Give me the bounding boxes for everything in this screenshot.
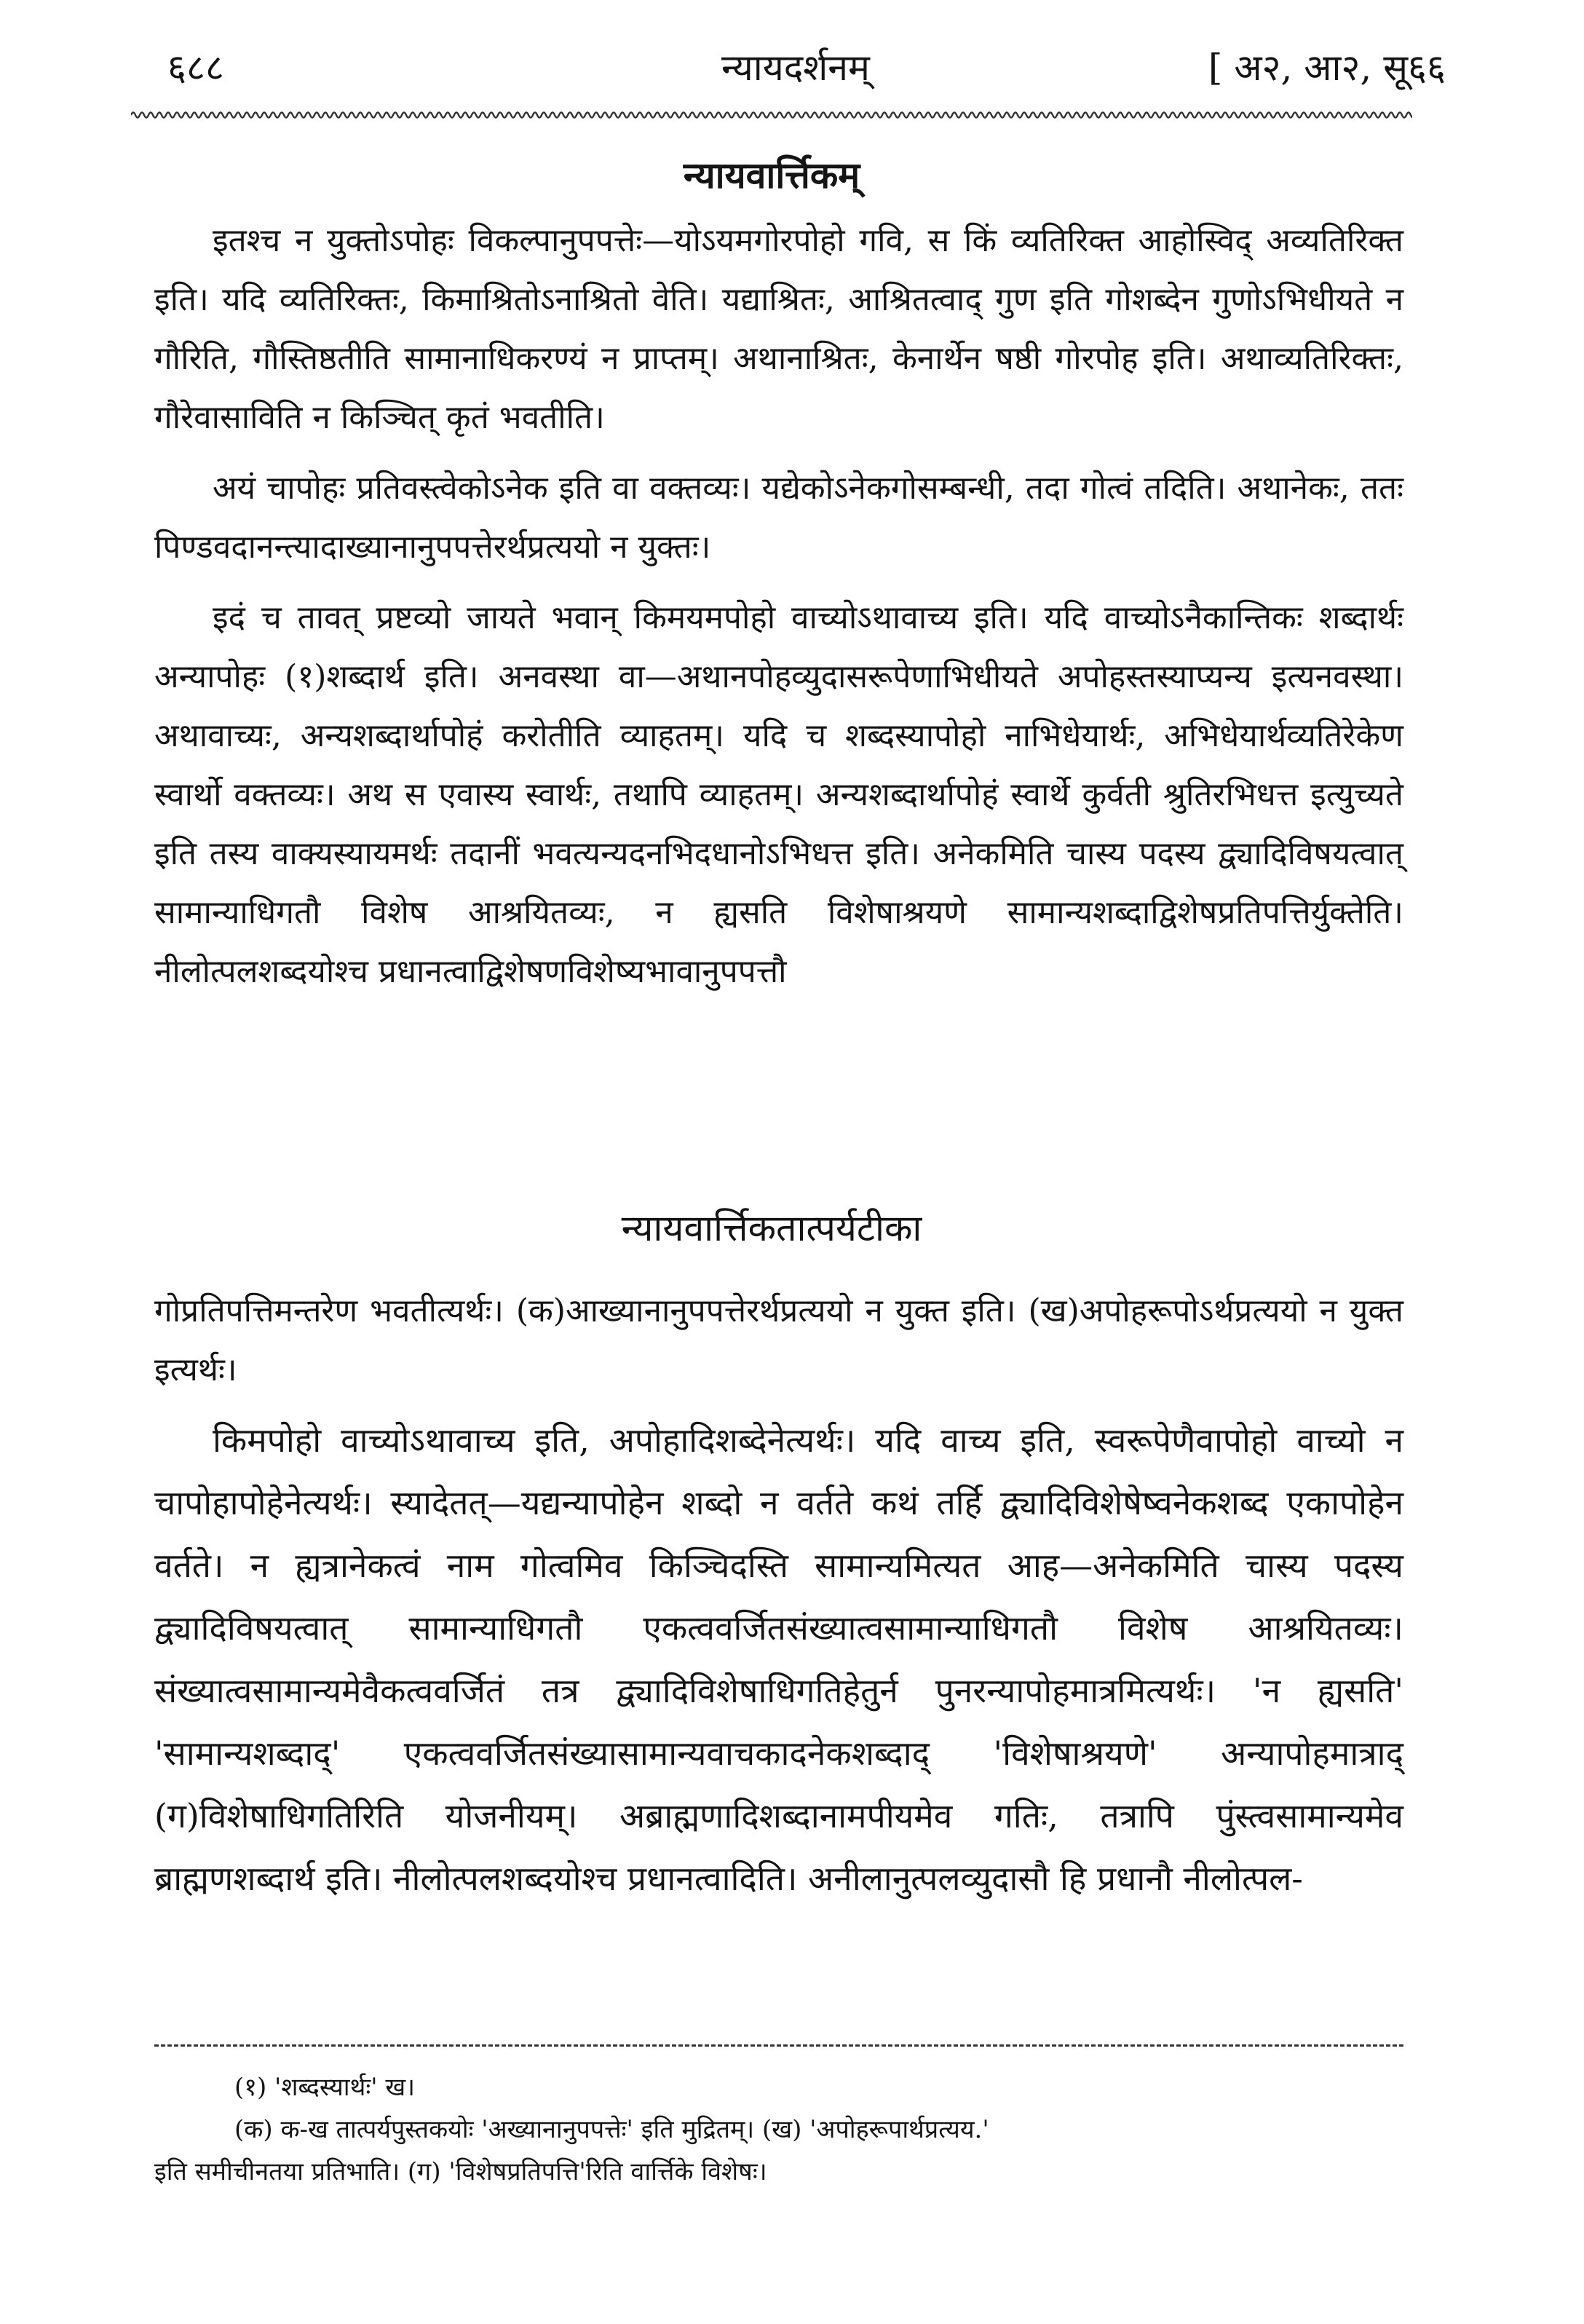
running-title: न्यायदर्शनम्: [721, 47, 870, 89]
tika-heading: न्यायवार्त्तिकतात्पर्यटीका: [621, 1207, 922, 1249]
header-wavy-rule: [131, 108, 1412, 122]
footnotes: [154, 2066, 1403, 2193]
tika-text: [154, 1409, 1403, 1910]
tika-continuation: गोप्रतिपत्तिमन्तरेण भवतीत्यर्थः। (क)आख्यानानुपपत्तेरर्थप्रत्ययो न युक्त इति। (ख)अपोहरूपोऽर्थप्रत्ययो न युक्त इत्यर्थः।: [154, 1292, 1403, 1388]
tika-paragraph: किमपोहो वाच्योऽथावाच्य इति, अपोहादिशब्देनेत्यर्थः। यदि वाच्य इति, स्वरूपेणैवापोहो वाच्यो न चापोहापोहेनेत्यर्थः। स्यादेतत्—यद्यन्यापोहेन शब्दो न वर्तते कथं तर्हि द्व्यादिविशेषेष्वनेकशब्द एकापोहेन वर्तते। न ह्यत्रानेकत्वं नाम गोत्वमिव किञ्चिदस्ति सामान्यमित्यत आह—अनेकमिति चास्य पदस्य द्व्यादिविषयत्वात् सामान्याधिगतौ एकत्ववर्जितसंख्यात्वसामान्याधिगतौ विशेष आश्रयितव्यः। संख्यात्वसामान्यमेवैकत्ववर्जितं तत्र द्व्यादिविशेषाधिगतिहेतुर्न पुनरन्यापोहमात्रमित्यर्थः। 'न ह्यसति' 'सामान्यशब्दाद्' एकत्ववर्जितसंख्यासामान्यवाचकादनेकशब्दाद् 'विशेषाश्रयणे' अन्यापोहमात्राद् (ग)विशेषाधिगतिरिति योजनीयम्। अब्राह्मणादिशब्दानामपीयमेव गतिः, तत्रापि पुंस्त्वसामान्यमेव ब्राह्मणशब्दार्थ इति। नीलोत्पलशब्दयोश्च प्रधानत्वादिति। अनीलानुत्पलव्युदासौ हि प्रधानौ नीलोत्पल-: [154, 1420, 1403, 1898]
footnote-3: इति समीचीनतया प्रतिभाति। (ग) 'विशेषप्रतिपत्ति'रिति वार्त्तिके विशेषः।: [154, 2157, 767, 2186]
vartika-text: [154, 211, 1403, 1013]
vartika-paragraph-3: इदं च तावत् प्रष्टव्यो जायते भवान् किमयमपोहो वाच्योऽथावाच्य इति। यदि वाच्योऽनैकान्तिकः शब्दार्थः अन्यापोहः (१)शब्दार्थ इति। अनवस्था वा—अथानपोहव्युदासरूपेणाभिधीयते अपोहस्तस्याप्यन्य इत्यनवस्था। अथावाच्यः, अन्यशब्दार्थापोहं करोतीति व्याहतम्। यदि च शब्दस्यापोहो नाभिधेयार्थः, अभिधेयार्थव्यतिरेकेण स्वार्थो वक्तव्यः। अथ स एवास्य स्वार्थः, तथापि व्याहतम्। अन्यशब्दार्थापोहं स्वार्थे कुर्वती श्रुतिरभिधत्त इत्युच्यते इति तस्य वाक्यस्यायमर्थः तदानीं भवत्यन्यदनभिदधानोऽभिधत्त इति। अनेकमिति चास्य पदस्य द्व्यादिविषयत्वात् सामान्याधिगतौ विशेष आश्रयितव्यः, न ह्यसति विशेषाश्रयणे सामान्यशब्दाद्विशेषप्रतिपत्तिर्युक्तेति। नीलोत्पलशब्दयोश्च प्रधानत्वाद्विशेषणविशेष्यभावानुपपत्तौ: [154, 599, 1403, 990]
tika-continuation-block: [154, 1281, 1403, 1410]
vartika-paragraph-2: अयं चापोहः प्रतिवस्त्वेकोऽनेक इति वा वक्तव्यः। यद्येकोऽनेकगोसम्बन्धी, तदा गोत्वं तदिति। अथानेकः, ततः पिण्डवदानन्त्यादाख्यानानुपपत्तेरर्थप्रत्ययो न युक्तः।: [154, 470, 1403, 566]
vartika-paragraph-1: इतश्च न युक्तोऽपोहः विकल्पानुपपत्तेः—योऽयमगोरपोहो गवि, स किं व्यतिरिक्त आहोस्विद् अव्यतिरिक्त इति। यदि व्यतिरिक्तः, किमाश्रितोऽनाश्रितो वेति। यद्याश्रितः, आश्रितत्वाद् गुण इति गोशब्देन गुणोऽभिधीयते न गौरिति, गौस्तिष्ठतीति सामानाधिकरण्यं न प्राप्तम्। अथानाश्रितः, केनार्थेन षष्ठी गोरपोह इति। अथाव्यतिरिक्तः, गौरेवासाविति न किञ्चित् कृतं भवतीति।: [154, 222, 1403, 436]
vartika-heading: न्यायवार्त्तिकम्: [683, 154, 860, 197]
footnote-rule: [154, 2044, 1403, 2047]
footnote-2: (क) क-ख तात्पर्यपुस्तकयोः 'अख्यानानुपपत्तेः' इति मुद्रितम्। (ख) 'अपोहरूपार्थप्रत्यय.': [234, 2115, 989, 2144]
sutra-reference: [ अ२, आ२, सू६६: [1208, 47, 1446, 89]
page-number: ६८८: [167, 47, 224, 89]
page-header: [146, 35, 1446, 100]
footnote-1: (१) 'शब्दस्यार्थः' ख।: [234, 2073, 416, 2102]
